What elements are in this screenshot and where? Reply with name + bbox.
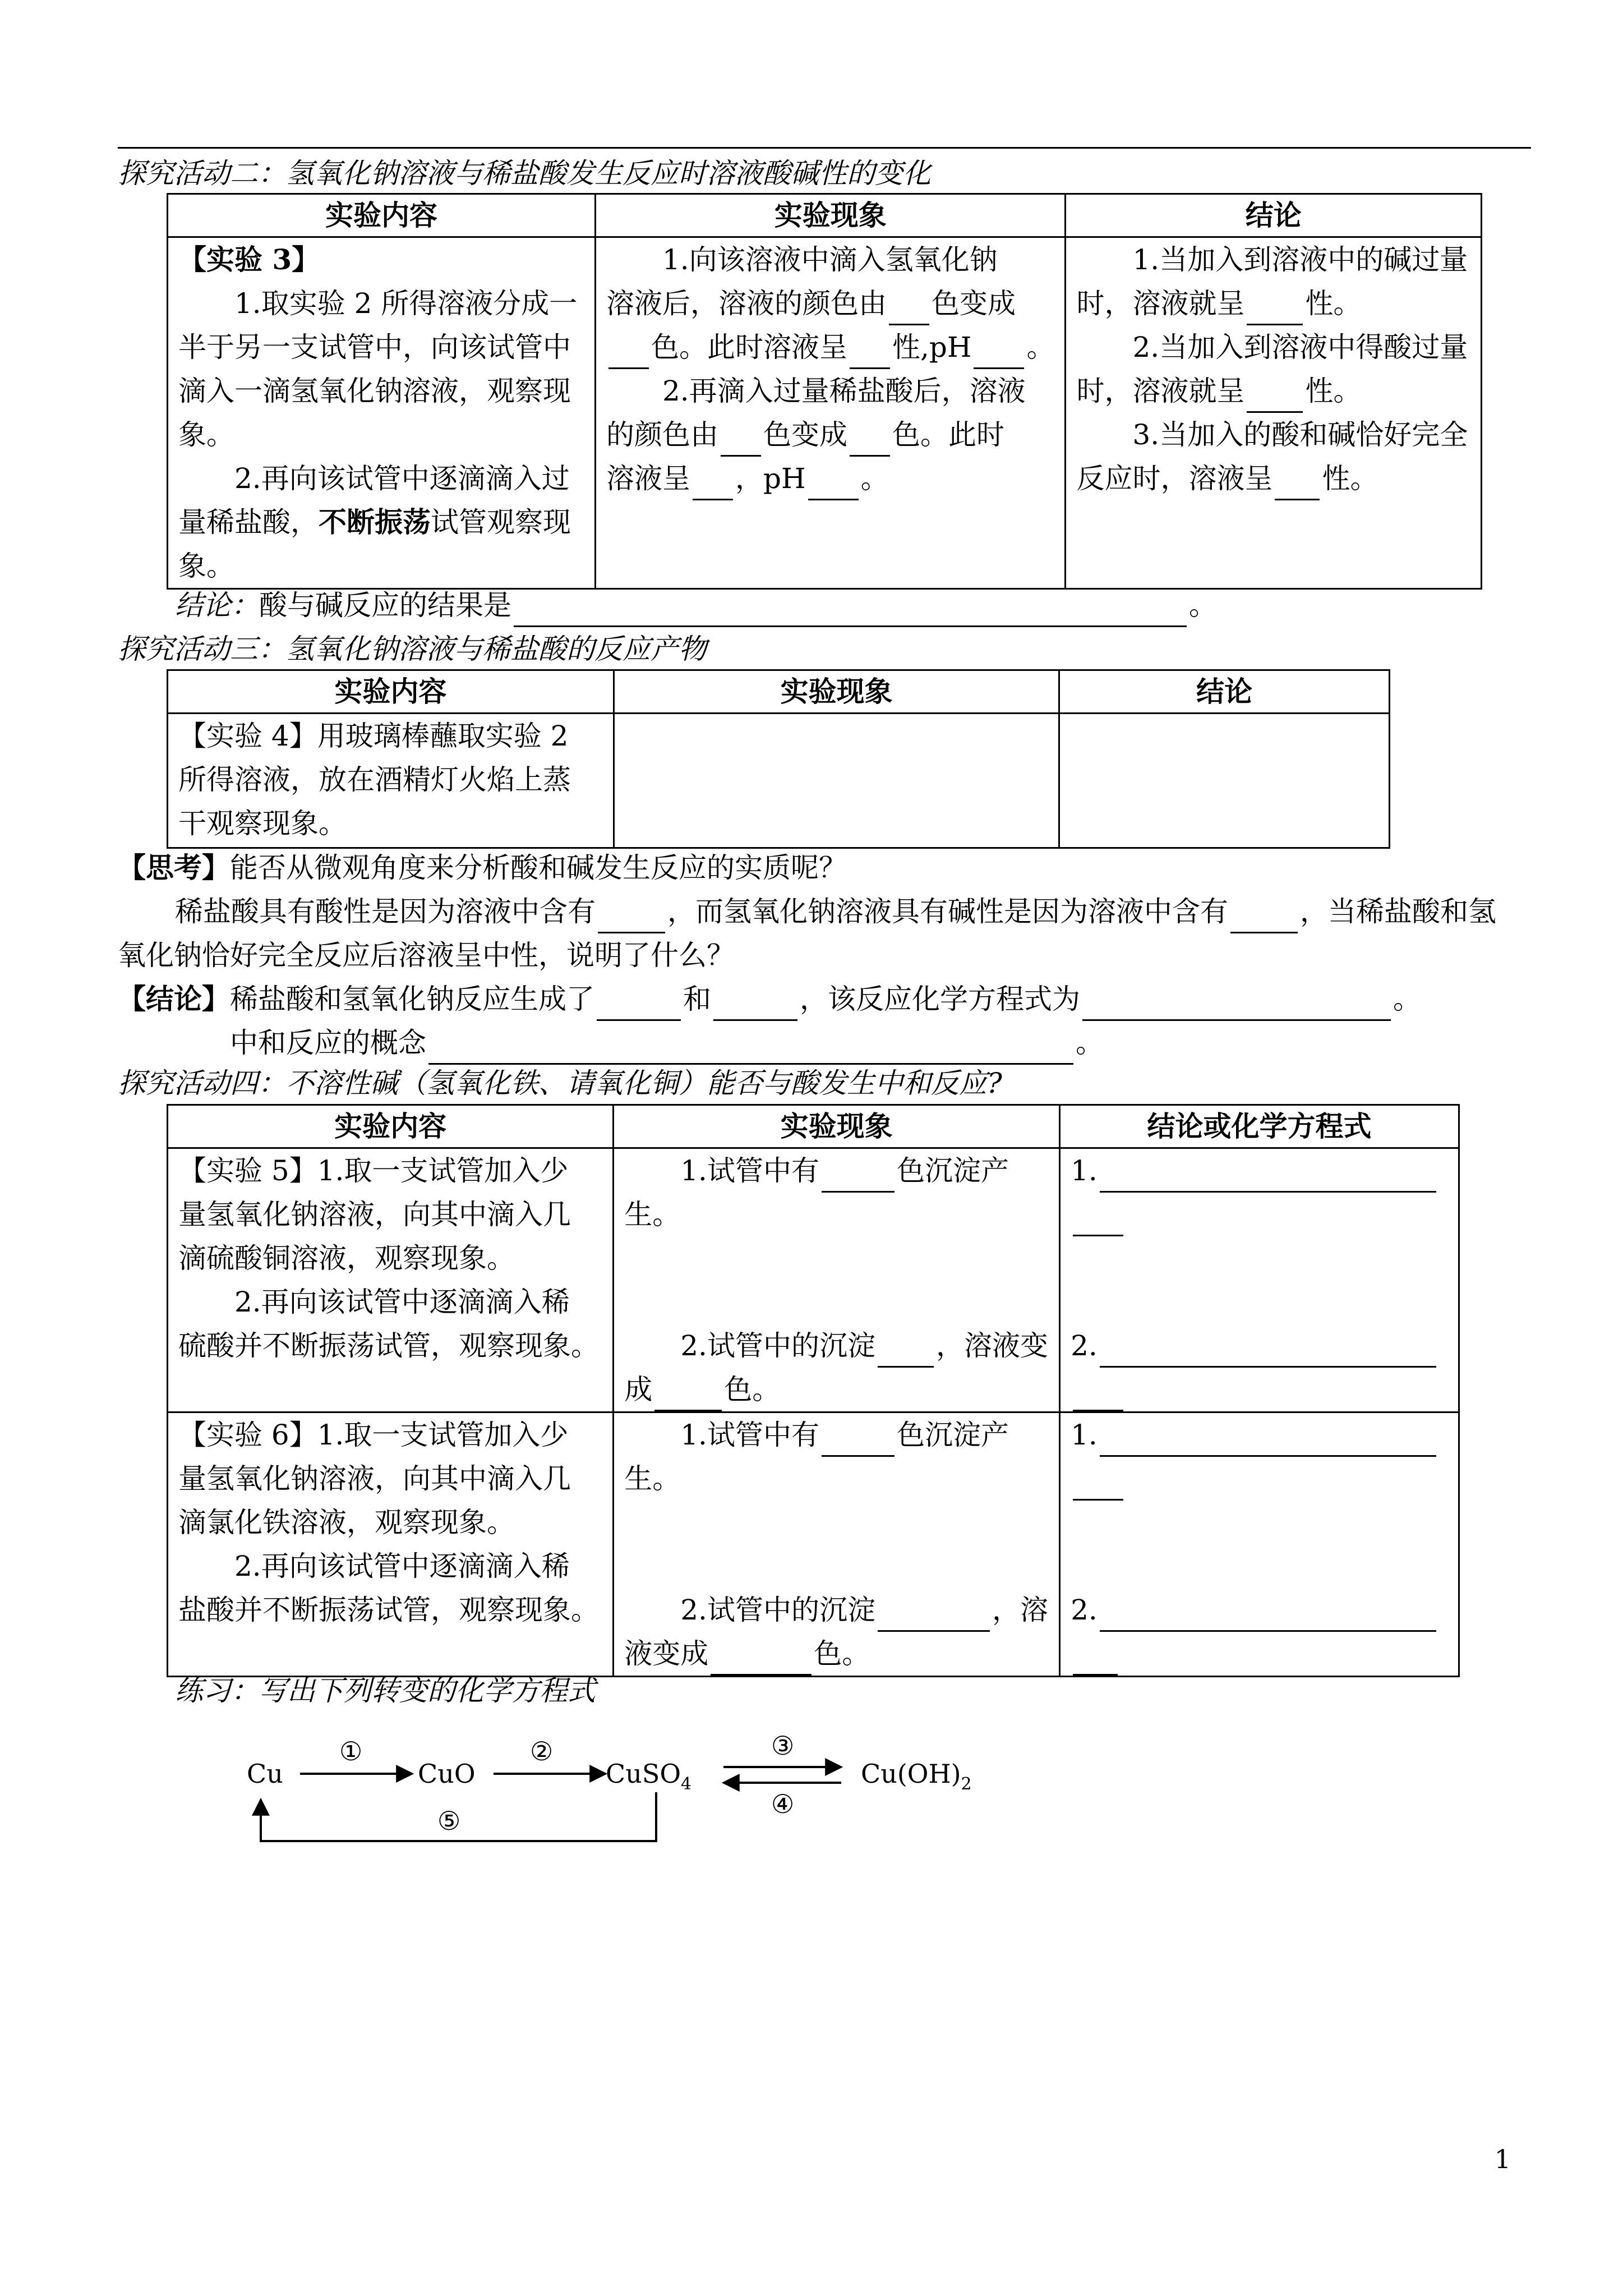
node-cuso4-sub: 4	[681, 1774, 692, 1794]
header-content: 实验内容	[168, 670, 614, 714]
text-part: 。	[1026, 331, 1055, 364]
text-line: 量氢氧化钠溶液，向其中滴入几	[178, 1462, 571, 1495]
text-part: ，该反应化学方程式为	[800, 983, 1080, 1015]
text-part: 2.	[1071, 1594, 1098, 1626]
text-part: 。	[860, 462, 889, 495]
text-part: 的颜色由	[606, 418, 718, 451]
text-line: 【实验 5】1.取一支试管加入少	[178, 1154, 569, 1187]
node-cuso4	[606, 1759, 691, 1794]
text-line: 2.再滴入过量稀盐酸后，溶液	[662, 375, 1026, 407]
text-line: 2.再向该试管中逐滴滴入稀	[234, 1286, 570, 1318]
header-content: 实验内容	[168, 1105, 614, 1148]
text-part: 2.	[1071, 1329, 1098, 1362]
text-part: 时，溶液就呈	[1076, 287, 1245, 320]
text-part: ，pH	[735, 462, 806, 495]
activity4-title: 探究活动四：不溶性碱（氢氧化铁、请氧化铜）能否与酸发生中和反应?	[118, 1067, 1002, 1099]
step-5: ⑤	[437, 1806, 461, 1836]
text-part: 反应时，溶液呈	[1076, 462, 1273, 495]
text-line: 滴硫酸铜溶液，观察现象。	[178, 1242, 515, 1274]
text-line: 滴入一滴氢氧化钠溶液，观察现	[178, 375, 571, 407]
think-text: 能否从微观角度来分析酸和碱发生反应的实质呢？	[230, 852, 847, 884]
text-part: ，溶	[992, 1594, 1048, 1626]
conclusion2-label: 【结论】	[118, 982, 230, 1015]
text-line: 盐酸并不断振荡试管，观察现象。	[178, 1594, 599, 1626]
practice-title: 练习：写出下列转变的化学方程式	[175, 1674, 596, 1707]
text-line: 象。	[178, 418, 234, 451]
header-phenomenon: 实验现象	[595, 194, 1066, 237]
text-part: 溶液呈	[606, 462, 690, 495]
text-part: 溶液后，溶液的颜色由	[606, 287, 887, 320]
step-3: ③	[771, 1731, 795, 1761]
conclusion1-label: 结论：	[175, 589, 259, 622]
step-2: ②	[530, 1736, 554, 1766]
text-part: 时，溶液就呈	[1076, 375, 1245, 407]
text-part: 液变成	[624, 1637, 709, 1670]
text-line: 所得溶液，放在酒精灯火焰上蒸	[178, 763, 571, 796]
text-line: 半于另一支试管中，向该试管中	[178, 331, 571, 364]
text-part: 色。此时	[892, 418, 1004, 451]
text-part: 试管观察现	[431, 506, 571, 539]
text-line: 量氢氧化钠溶液，向其中滴入几	[178, 1198, 571, 1231]
text-part: 色变成	[931, 287, 1016, 320]
header-conclusion: 结论	[1066, 194, 1482, 237]
activity2-title: 探究活动二：氢氧化钠溶液与稀盐酸发生反应时溶液酸碱性的变化	[118, 157, 931, 190]
text-part: 2.试管中的沉淀	[680, 1329, 875, 1362]
conclusion1-text: 酸与碱反应的结果是	[259, 589, 511, 622]
text-line: 1.取实验 2 所得溶液分成一	[234, 287, 578, 320]
text-line: 3.当加入的酸和碱恰好完全	[1132, 418, 1468, 451]
node-cuo: CuO	[418, 1759, 476, 1789]
text-part: 色变成	[763, 418, 847, 451]
text-line: 【实验 4】用玻璃棒蘸取实验 2	[178, 720, 569, 752]
text-part: 。	[1076, 1027, 1104, 1059]
think-line3: 氧化钠恰好完全反应后溶液呈中性，说明了什么？	[118, 939, 735, 972]
text-line: 2.再向该试管中逐滴滴入过	[234, 462, 570, 495]
text-part: 色。此时溶液呈	[651, 331, 847, 364]
definition-label: 中和反应的概念	[230, 1027, 426, 1059]
text-line: 滴氯化铁溶液，观察现象。	[178, 1506, 515, 1539]
page-number: 1	[1494, 2144, 1511, 2174]
step-1: ①	[339, 1736, 363, 1766]
text-part: ，而氢氧化钠溶液具有碱性是因为溶液中含有	[667, 895, 1228, 928]
text-line: 生。	[624, 1462, 681, 1495]
text-part: 1.	[1071, 1154, 1098, 1187]
text-line: 象。	[178, 550, 234, 582]
bold-text: 不断振荡	[319, 505, 431, 539]
text-part: 和	[683, 983, 711, 1015]
header-conclusion: 结论	[1059, 670, 1390, 714]
text-part: ，溶液变	[935, 1329, 1048, 1362]
text-line: 【实验 6】1.取一支试管加入少	[178, 1419, 569, 1451]
text-part: ，当稀盐酸和氢	[1300, 895, 1496, 928]
text-part: 性。	[1322, 462, 1378, 495]
text-part: 量稀盐酸，	[178, 506, 319, 539]
activity3-title: 探究活动三：氢氧化钠溶液与稀盐酸的反应产物	[118, 633, 707, 665]
conclusion1-end: 。	[1189, 589, 1217, 622]
node-cuoh2-sub: 2	[961, 1774, 972, 1794]
text-part: 1.	[1071, 1419, 1098, 1451]
exp3-label: 【实验 3】	[178, 243, 320, 276]
text-line: 干观察现象。	[178, 807, 347, 840]
text-part: 性。	[1305, 287, 1362, 320]
text-line: 2.当加入到溶液中得酸过量	[1132, 331, 1468, 364]
text-part: 稀盐酸和氢氧化钠反应生成了	[230, 983, 594, 1015]
node-cuoh2	[861, 1759, 972, 1794]
header-equation: 结论或化学方程式	[1060, 1105, 1459, 1148]
header-phenomenon: 实验现象	[614, 1105, 1060, 1148]
text-line: 硫酸并不断振荡试管，观察现象。	[178, 1329, 599, 1362]
text-part: 色。	[724, 1373, 781, 1406]
step-4: ④	[771, 1789, 795, 1819]
text-part: 2.试管中的沉淀	[680, 1594, 875, 1626]
node-cuso4-main: CuSO	[606, 1759, 681, 1789]
text-part: 。	[1393, 983, 1421, 1015]
text-part: 性,pH	[892, 331, 972, 364]
text-part: 成	[624, 1373, 653, 1406]
text-part: 稀盐酸具有酸性是因为溶液中含有	[175, 895, 596, 928]
text-line: 1.当加入到溶液中的碱过量	[1132, 243, 1468, 276]
header-content: 实验内容	[168, 194, 596, 237]
think-label: 【思考】	[118, 851, 230, 884]
text-part: 1.试管中有	[680, 1154, 819, 1187]
text-part: 色沉淀产	[896, 1419, 1009, 1451]
text-part: 1.试管中有	[680, 1419, 819, 1451]
text-part: 色。	[814, 1637, 870, 1670]
text-line: 2.再向该试管中逐滴滴入稀	[234, 1550, 570, 1582]
text-line: 生。	[624, 1198, 681, 1231]
text-line: 1.向该溶液中滴入氢氧化钠	[662, 243, 998, 276]
text-part: 色沉淀产	[896, 1154, 1009, 1187]
header-phenomenon: 实验现象	[614, 670, 1059, 714]
node-cu: Cu	[247, 1759, 283, 1789]
node-cuoh2-main: Cu(OH)	[861, 1759, 961, 1789]
text-part: 性。	[1305, 375, 1362, 407]
